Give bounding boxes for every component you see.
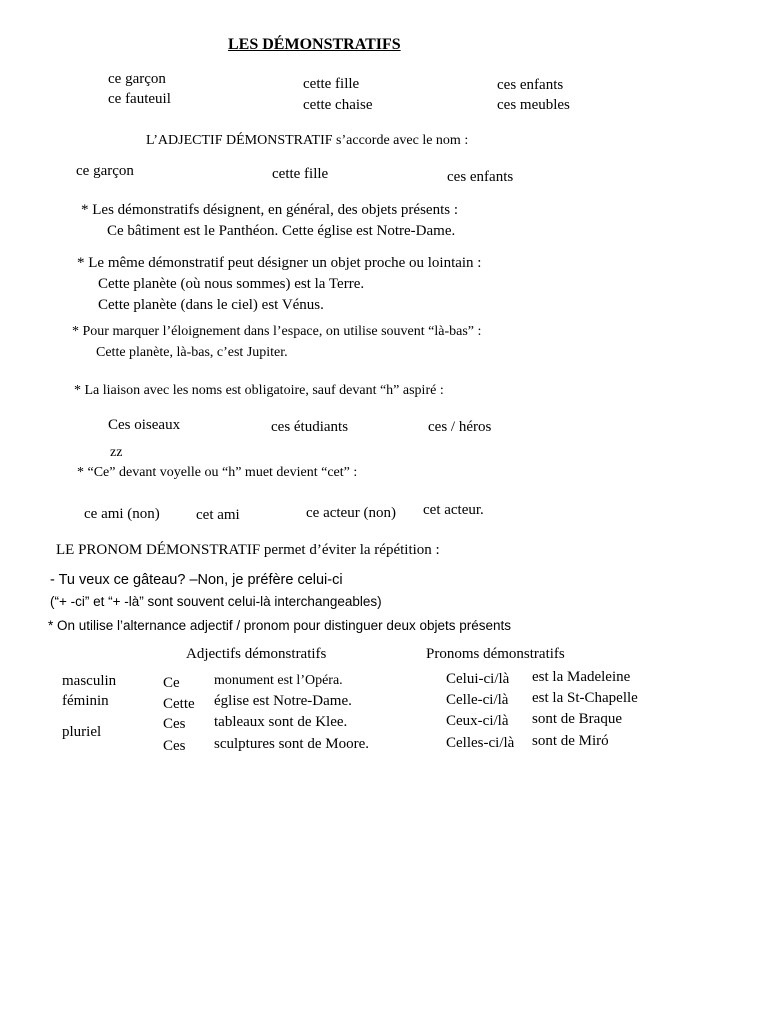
intro-example-text: cette fille xyxy=(303,76,360,92)
intro-example-text: ce fauteuil xyxy=(108,91,171,107)
cet-example: ce acteur (non) xyxy=(306,505,396,521)
adjective-phrase: église est Notre-Dame. xyxy=(214,693,352,709)
pronoun-phrase: sont de Braque xyxy=(532,711,622,727)
cet-example: ce ami (non) xyxy=(84,506,160,522)
liaison-example: ces / héros xyxy=(428,419,492,435)
table-header-adjectifs: Adjectifs démonstratifs xyxy=(186,646,327,662)
rule-heading: * “Ce” devant voyelle ou “h” muet devient “cet” : xyxy=(77,465,358,480)
intro-example-text: cette chaise xyxy=(303,97,373,113)
pronoun-cell: Celle-ci/là xyxy=(446,692,509,708)
intro-example-text: ces meubles xyxy=(497,97,570,113)
pronoun-cell: Ceux-ci/là xyxy=(446,713,509,729)
liaison-mark: zz xyxy=(110,445,123,460)
rule-example: Cette planète, là-bas, c’est Jupiter. xyxy=(96,345,288,360)
adjectif-rule: L’ADJECTIF DÉMONSTRATIF s’accorde avec le nom : xyxy=(146,133,469,148)
gender-label: féminin xyxy=(62,693,109,709)
pronoun-cell: Celles-ci/là xyxy=(446,735,515,751)
liaison-example: Ces oiseaux xyxy=(108,417,181,433)
pronoun-phrase: est la St-Chapelle xyxy=(532,690,638,706)
cet-example: cet ami xyxy=(196,507,240,523)
pronom-rule: LE PRONOM DÉMONSTRATIF permet d’éviter la répétition : xyxy=(56,542,440,558)
gender-label: pluriel xyxy=(62,724,102,740)
adjective-phrase: sculptures sont de Moore. xyxy=(214,736,369,752)
pronoun-cell: Celui-ci/là xyxy=(446,671,510,687)
gender-label: masculin xyxy=(62,673,117,689)
alternance-rule: * On utilise l’alternance adjectif / pronom pour distinguer deux objets présents xyxy=(48,618,512,633)
adjective-cell: Ces xyxy=(163,716,186,732)
rule-heading: * Pour marquer l’éloignement dans l’espace, on utilise souvent “là-bas” : xyxy=(72,324,482,339)
cet-example: cet acteur. xyxy=(423,502,484,518)
page-title: LES DÉMONSTRATIFS xyxy=(228,36,401,53)
agreement-example: cette fille xyxy=(272,166,329,182)
pronoun-phrase: sont de Miró xyxy=(532,733,609,749)
rule-heading: * La liaison avec les noms est obligatoire, sauf devant “h” aspiré : xyxy=(74,383,444,398)
rule-heading: * Le même démonstratif peut désigner un objet proche ou lointain : xyxy=(77,255,482,271)
liaison-example: ces étudiants xyxy=(271,419,349,435)
adjective-cell: Ces xyxy=(163,738,186,754)
table-header-pronoms: Pronoms démonstratifs xyxy=(426,646,565,662)
agreement-example: ces enfants xyxy=(447,169,514,185)
rule-example: Ce bâtiment est le Panthéon. Cette église est Notre-Dame. xyxy=(107,223,456,239)
pronom-note: (“+ -ci” et “+ -là” sont souvent celui-là interchangeables) xyxy=(50,594,382,609)
intro-example-text: ces enfants xyxy=(497,77,564,93)
pronom-example: - Tu veux ce gâteau? –Non, je préfère celui-ci xyxy=(50,572,343,588)
adjective-phrase: monument est l’Opéra. xyxy=(214,673,343,688)
adjective-cell: Cette xyxy=(163,696,195,712)
adjective-phrase: tableaux sont de Klee. xyxy=(214,714,348,730)
rule-heading: * Les démonstratifs désignent, en général, des objets présents : xyxy=(81,202,458,218)
rule-example: Cette planète (dans le ciel) est Vénus. xyxy=(98,297,324,313)
agreement-example: ce garçon xyxy=(76,163,134,179)
pronoun-phrase: est la Madeleine xyxy=(532,669,631,685)
adjective-cell: Ce xyxy=(163,675,180,691)
rule-example: Cette planète (où nous sommes) est la Terre. xyxy=(98,276,365,292)
intro-example-text: ce garçon xyxy=(108,71,166,87)
